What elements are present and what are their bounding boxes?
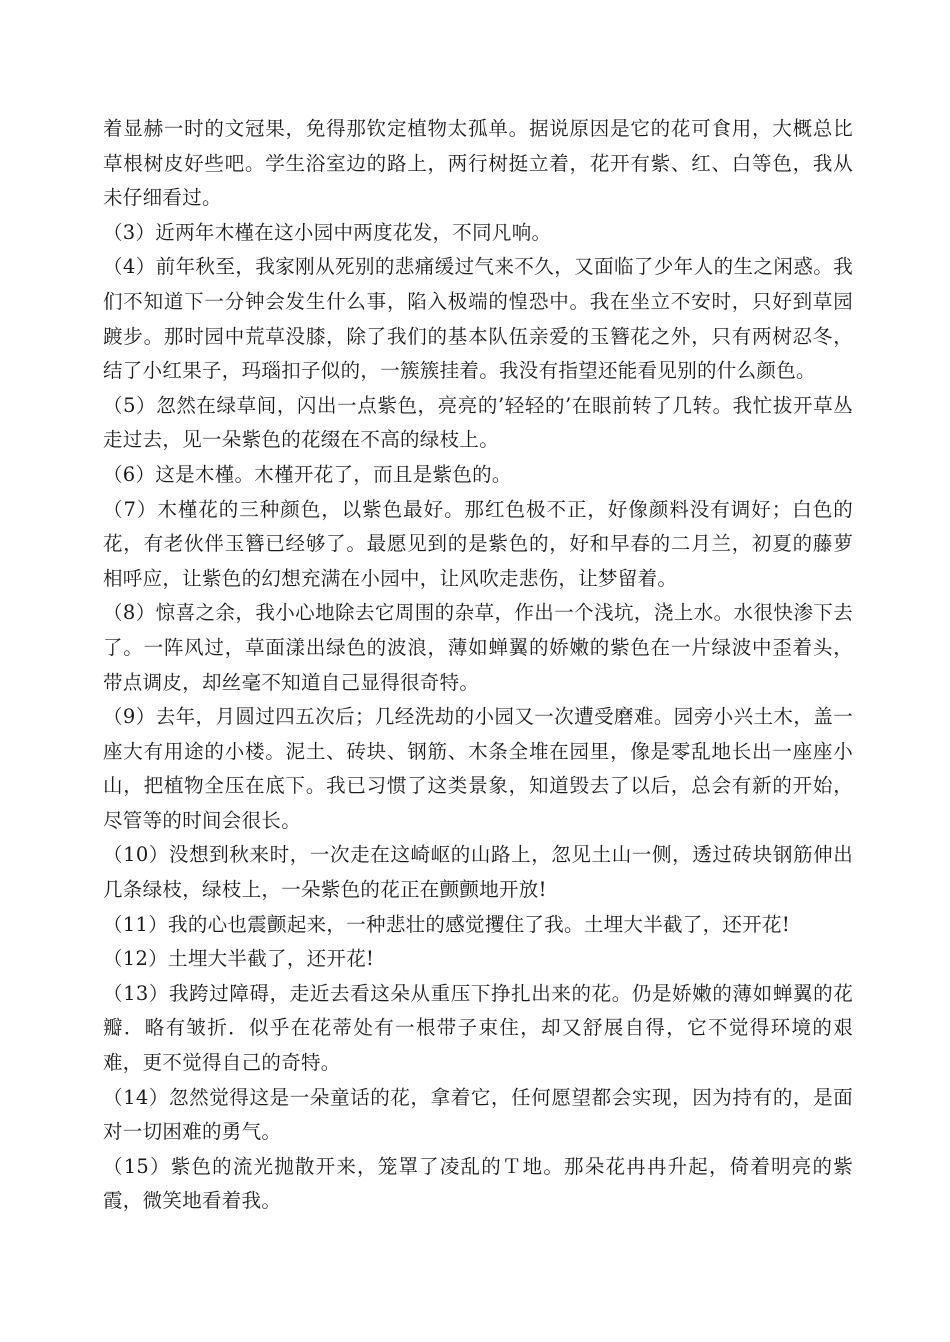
paragraph-13: （13）我跨过障碍，走近去看这朵从重压下挣扎出来的花。仍是娇嫩的薄如蝉翼的花瓣．略有皱折．似乎在花蒂处有一根带子束住，却又舒展自得，它不觉得环境的艰难，更不觉得自己的奇特。 — [103, 981, 853, 1075]
paragraph-10: （10）没想到秋来时，一次走在这崎岖的山路上，忽见土山一侧，透过砖块钢筋伸出几条绿枝，绿枝上，一朵紫色的花正在颤颤地开放! — [103, 843, 853, 902]
paragraph-5: （5）忽然在绿草间，闪出一点紫色，亮亮的’轻轻的’在眼前转了几转。我忙拔开草丛走过去，见一朵紫色的花缀在不高的绿枝上。 — [103, 393, 853, 452]
paragraph-4: （4）前年秋至，我家刚从死别的悲痛缓过气来不久，又面临了少年人的生之闲惑。我们不知道下一分钟会发生什么事，陷入极端的惶恐中。我在坐立不安时，只好到草园踱步。那时园中荒草没膝，除了我们的基本队伍亲爱的玉簪花之外，只有两树忍冬，结了小红果子，玛瑙扣子似的，一簇簇挂着。我没有指望还能看见别的什么颜色。 — [103, 255, 853, 383]
paragraph-8: （8）惊喜之余，我小心地除去它周围的杂草，作出一个浅坑，浇上水。水很快渗下去了。一阵风过，草面漾出绿色的波浪，薄如蝉翼的娇嫩的紫色在一片绿波中歪着头，带点调皮，却丝毫不知道自己显得很奇特。 — [103, 601, 853, 694]
paragraph-12: （12）土埋大半截了，还开花! — [103, 947, 375, 971]
paragraph-6: （6）这是木槿。木槿开花了，而且是紫色的。 — [103, 462, 512, 486]
paragraph-14: （14）忽然觉得这是一朵童话的花，拿着它，任何愿望都会实现，因为持有的，是面对一切困难的勇气。 — [103, 1085, 853, 1144]
paragraph-7: （7）木槿花的三种颜色，以紫色最好。那红色极不正，好像颜料没有调好；白色的花，有老伙伴玉簪已经够了。最愿见到的是紫色的，好和早春的二月兰，初夏的藤萝相呼应，让紫色的幻想充满在小园中，让风吹走悲伤，让梦留着。 — [103, 497, 853, 590]
paragraph-11: （11）我的心也震颤起来，一种悲壮的感觉攫住了我。土埋大半截了，还开花! — [103, 912, 790, 936]
paragraph-9: （9）去年，月圆过四五次后；几经洗劫的小园又一次遭受磨难。园旁小兴土木，盖一座大有用途的小楼。泥土、砖块、钢筋、木条全堆在园里，像是零乱地长出一座座小山，把植物全压在底下。我已习惯了这类景象，知道毁去了以后，总会有新的开始，尽管等的时间会很长。 — [103, 705, 853, 832]
paragraph-3: （3）近两年木槿在这小园中两度花发，不同凡响。 — [103, 220, 552, 244]
paragraph-15: （15）紫色的流光抛散开来，笼罩了凌乱的Ｔ地。那朵花冉冉升起，倚着明亮的紫霞，微笑地看着我。 — [103, 1154, 853, 1213]
paragraph-continued: 着显赫一时的文冠果，免得那钦定植物太孤单。据说原因是它的花可食用，大概总比草根树皮好些吧。学生浴室边的路上，两行树挺立着，花开有紫、红、白等色，我从未仔细看过。 — [103, 117, 853, 210]
article-body — [103, 112, 853, 1219]
